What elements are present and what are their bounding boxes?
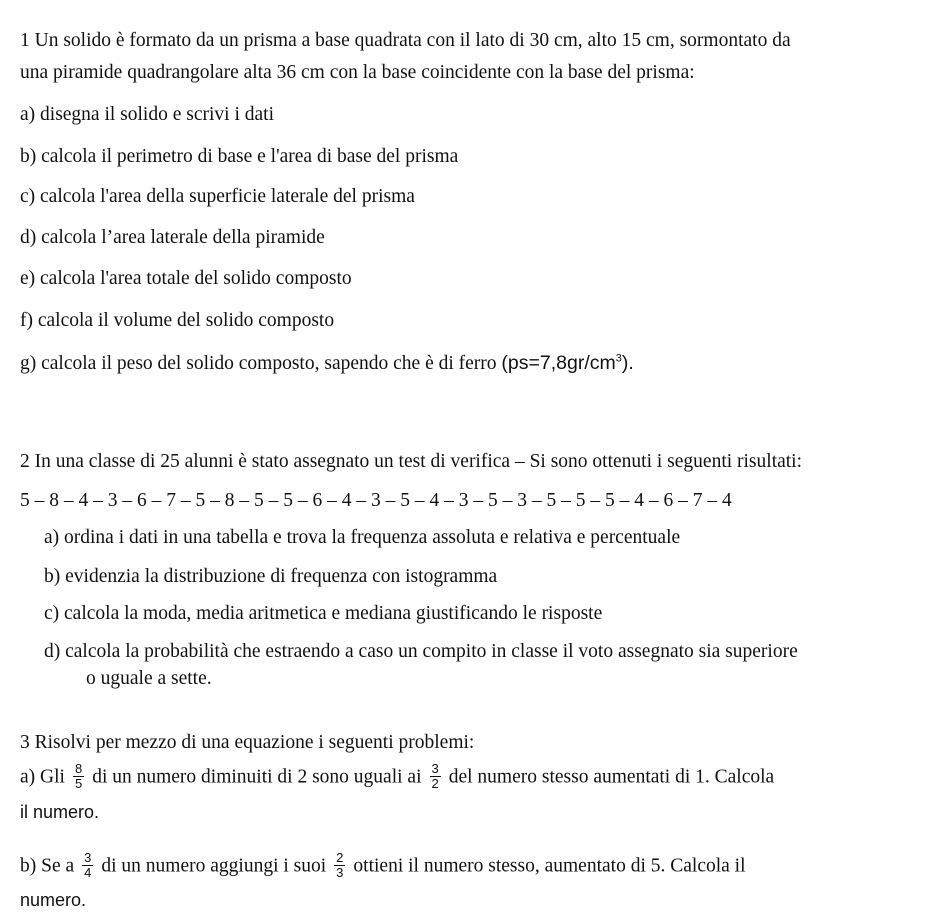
problem-3-item-a-cont: il numero. <box>20 802 100 822</box>
problem-3-item-a-start: a) Gli <box>20 766 65 788</box>
fraction-numerator: 3 <box>84 850 92 865</box>
problem-1-item-c: c) calcola l'area della superficie laterale del prisma <box>20 186 415 207</box>
problem-2-item-a: a) ordina i dati in una tabella e trova la frequenza assoluta e relativa e percentuale <box>44 527 681 548</box>
problem-3-item-a-middle: di un numero diminuiti di 2 sono uguali ai <box>92 766 422 788</box>
problem-1-item-d: d) calcola l’area laterale della piramide <box>20 227 325 248</box>
density-exponent: 3 <box>615 352 622 365</box>
problem-1-item-b: b) calcola il perimetro di base e l'area di base del prisma <box>20 146 459 167</box>
problem-1-line-1: 1 Un solido è formato da un prisma a base quadrata con il lato di 30 cm, alto 15 cm, sormontato da <box>20 30 791 51</box>
fraction-denominator: 3 <box>336 864 344 880</box>
fraction-denominator: 2 <box>431 775 439 791</box>
problem-1-item-g <box>20 352 634 375</box>
fraction-numerator: 8 <box>74 761 83 776</box>
problem-2-item-c: c) calcola la moda, media aritmetica e mediana giustificando le risposte <box>44 603 603 624</box>
problem-3-item-b-cont: numero. <box>20 890 87 910</box>
problem-1-item-a: a) disegna il solido e scrivi i dati <box>20 104 274 125</box>
problem-1-line-2: una piramide quadrangolare alta 36 cm con la base coincidente con la base del prisma: <box>20 62 695 83</box>
problem-2-line-1: 2 In una classe di 25 alunni è stato assegnato un test di verifica – Si sono ottenuti i seguenti risultati: <box>20 451 803 472</box>
fraction-8-5 <box>73 762 84 790</box>
density-formula-base: (ps=7,8gr/cm <box>501 352 616 374</box>
problem-1-item-e: e) calcola l'area totale del solido composto <box>20 268 352 289</box>
density-formula <box>501 352 633 374</box>
problem-3-item-a-end: del numero stesso aumentati di 1. Calcola <box>448 766 775 788</box>
fraction-denominator: 4 <box>84 864 92 880</box>
fraction-3-4 <box>82 851 93 879</box>
fraction-numerator: 2 <box>336 850 344 865</box>
problem-1-item-f: f) calcola il volume del solido composto <box>20 310 335 331</box>
problem-1-item-g-text: g) calcola il peso del solido composto, sapendo che è di ferro <box>20 353 502 374</box>
problem-2-item-b: b) evidenzia la distribuzione di frequenza con istogramma <box>44 566 498 587</box>
problem-2-item-d: d) calcola la probabilità che estraendo a caso un compito in classe il voto assegnato sia superiore <box>44 641 798 662</box>
problem-3-item-b-end: ottieni il numero stesso, aumentato di 5. Calcola il <box>353 855 746 877</box>
problem-3-item-b <box>20 850 746 881</box>
results-data: 5 – 8 – 4 – 3 – 6 – 7 – 5 – 8 – 5 – 5 – 6 – 4 – 3 – 5 – 4 – 3 – 5 – 3 – 5 – 5 – 5 – 4 – 6 – 7 – 4 <box>20 490 732 511</box>
fraction-3-2 <box>430 762 441 790</box>
problem-2-item-d-cont: o uguale a sette. <box>86 668 212 689</box>
fraction-numerator: 3 <box>431 761 439 776</box>
fraction-2-3 <box>334 851 345 879</box>
problem-3-item-a <box>20 761 775 792</box>
problem-3-item-b-middle: di un numero aggiungi i suoi <box>101 855 327 877</box>
problem-3-line-1: 3 Risolvi per mezzo di una equazione i seguenti problemi: <box>20 732 475 753</box>
density-formula-end: ). <box>621 352 634 374</box>
fraction-denominator: 5 <box>74 775 83 791</box>
problem-3-item-b-start: b) Se a <box>20 855 75 877</box>
